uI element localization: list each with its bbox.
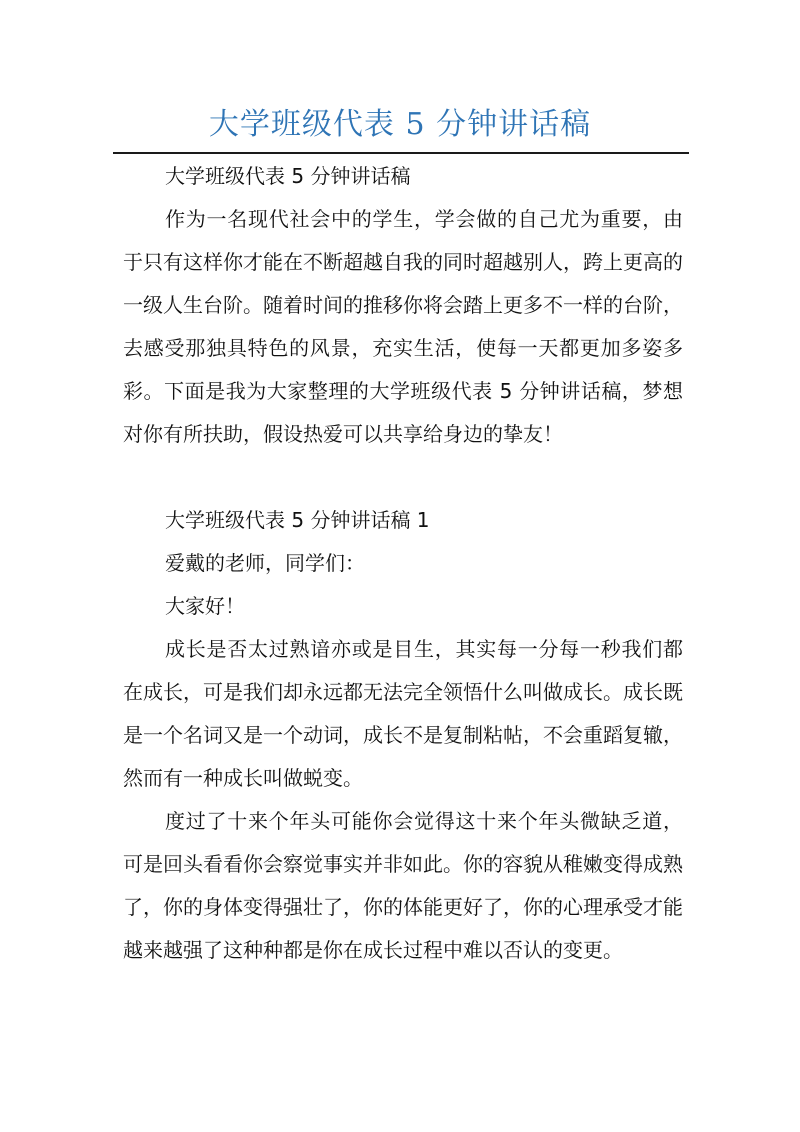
document-body	[123, 155, 683, 972]
title-underline	[113, 152, 689, 154]
salutation-paragraph: 爱戴的老师，同学们：	[165, 551, 365, 575]
subtitle-paragraph: 大学班级代表 5 分钟讲话稿	[165, 164, 411, 188]
body-paragraph: 成长是否太过熟谙亦或是目生，其实每一分每一秒我们都在成长，可是我们却永远都无法完全领悟什么叫做成长。成长既是一个名词又是一个动词，成长不是复制粘帖，不会重蹈复辙，然而有一种成长叫做蜕变。	[123, 637, 683, 790]
document-title: 大学班级代表 5 分钟讲话稿	[208, 107, 592, 142]
intro-paragraph: 作为一名现代社会中的学生，学会做的自己尤为重要，由于只有这样你才能在不断超越自我的同时超越别人，跨上更高的一级人生台阶。随着时间的推移你将会踏上更多不一样的台阶，去感受那独具特色的风景，充实生活，使每一天都更加多姿多彩。下面是我为大家整理的大学班级代表 5 分钟讲话稿，梦想对你有所扶助，假设热爱可以共享给身边的挚友！	[123, 207, 683, 446]
body-paragraph: 度过了十来个年头可能你会觉得这十来个年头微缺乏道，可是回头看看你会察觉事实并非如此。你的容貌从稚嫩变得成熟了，你的身体变得强壮了，你的体能更好了，你的心理承受才能越来越强了这种种都是你在成长过程中难以否认的变更。	[123, 809, 683, 962]
section-heading: 大学班级代表 5 分钟讲话稿 1	[165, 508, 430, 532]
greeting-paragraph: 大家好！	[165, 594, 245, 618]
